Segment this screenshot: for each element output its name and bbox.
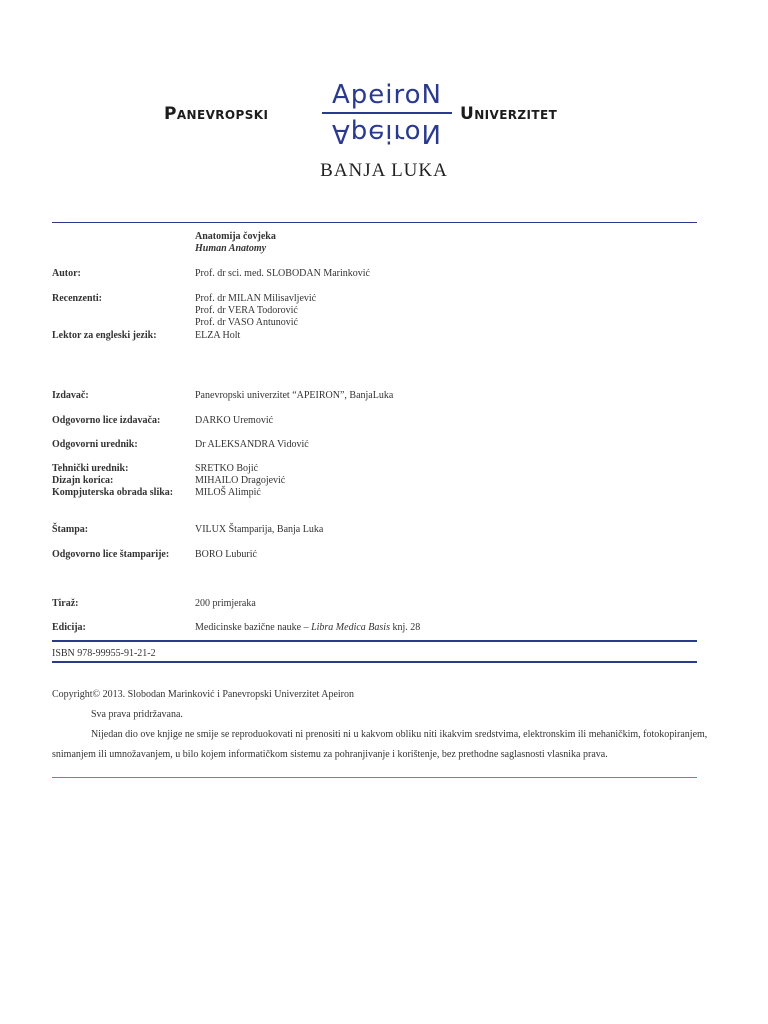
publisher-value: Panevropski univerzitet “APEIRON”, BanjaLuka [195,390,394,401]
header-right-text: Univerzitet [460,104,558,124]
apeiron-logo [322,80,452,152]
header-left-text: Panevropski [164,104,269,124]
edition-suffix: knj. 28 [389,622,421,633]
print-responsible-label: Odgovorno lice štamparije: [52,549,170,560]
edition-prefix: Medicinske bazične nauke – [195,622,312,633]
copyright-line: Copyright© 2013. Slobodan Marinković i Panevropski Univerzitet Apeiron [52,689,355,700]
header-left-word [164,104,314,124]
rights-reserved: Sva prava pridržavana. [91,709,183,720]
bottom-rule [52,777,697,778]
book-subtitle: Human Anatomy [195,243,267,254]
header-subtitle: BANJA LUKA [320,160,448,181]
english-editor-label: Lektor za engleski jezik: [52,330,157,341]
copyright-notice-line-1: Nijedan dio ove knjige ne smije se reproduokovati ni prenositi ni u kakvom obliku niti ikakvim sredstvima, elektronskim ili mehaničkim, fotokopiranjem, [91,729,708,740]
tech-editor-label: Tehnički urednik: [52,463,129,474]
reviewers-label: Recenzenti: [52,293,102,304]
edition-value [195,622,695,633]
author-value: Prof. dr sci. med. SLOBODAN Marinković [195,268,370,279]
top-rule [52,222,697,223]
editor-value: Dr ALEKSANDRA Vidović [195,439,309,450]
book-title: Anatomija čovjeka [195,231,276,242]
print-responsible-value: BORO Luburić [195,549,257,560]
publisher-label: Izdavač: [52,390,89,401]
english-editor-value: ELZA Holt [195,330,241,341]
reviewer-1: Prof. dr MILAN Milisavljević [195,293,317,304]
publisher-responsible-label: Odgovorno lice izdavača: [52,415,161,426]
cover-value: MIHAILO Dragojević [195,475,286,486]
header-right-word [460,104,610,124]
edition-label: Edicija: [52,622,86,633]
image-processing-label: Kompjuterska obrada slika: [52,487,174,498]
isbn-top-rule [52,640,697,642]
logo-top-text: ApeiroN [332,80,442,110]
copyright-notice-line-2: snimanjem ili umnožavanjem, u bilo kojem informatičkom sistemu za pohranjivanje i korištenje, bez prethodne saglasnosti vlasnika prava. [52,749,608,760]
cover-label: Dizajn korica: [52,475,114,486]
publisher-header [0,0,768,200]
print-run-label: Tiraž: [52,598,79,609]
reviewer-3: Prof. dr VASO Antunović [195,317,298,328]
edition-series: Libra Medica Basis [311,622,390,633]
isbn: ISBN 978-99955-91-21-2 [52,648,156,659]
print-value: VILUX Štamparija, Banja Luka [195,524,324,535]
logo-divider [322,112,452,114]
reviewer-2: Prof. dr VERA Todorović [195,305,298,316]
tech-editor-value: SRETKO Bojić [195,463,259,474]
image-processing-value: MILOŠ Alimpić [195,487,261,498]
editor-label: Odgovorni urednik: [52,439,138,450]
publisher-responsible-value: DARKO Uremović [195,415,274,426]
isbn-bottom-rule [52,661,697,663]
logo-mirrored-text: ApeiroN [332,118,442,148]
print-label: Štampa: [52,524,89,535]
print-run-value: 200 primjeraka [195,598,256,609]
author-label: Autor: [52,268,81,279]
